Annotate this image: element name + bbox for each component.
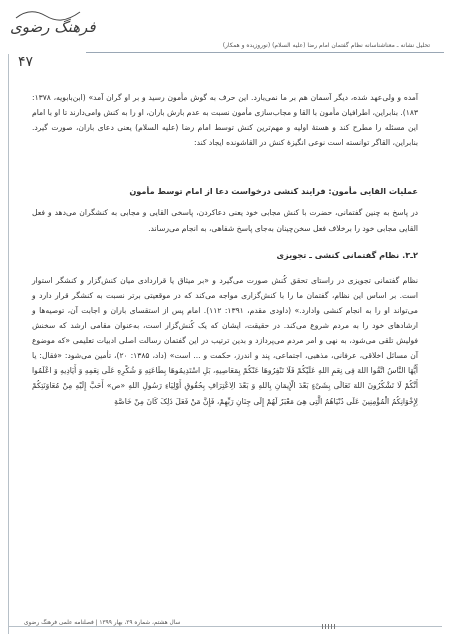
side-rule <box>8 54 9 634</box>
page-header <box>0 0 450 70</box>
running-head: تحلیل نشانه ـ معناشناسانه نظام گفتمان امام رضا (علیه السلام) (نوروزیده و همکار) <box>222 42 430 49</box>
paragraph-3: نظام گفتمانی تجویزی در راستای تحقق کُنش صورت می‌گیرد و «بر میثاق یا قراردادی میان کنش‌گزار و کنشگر استوار است. بر اساس این نظام، گفتمان ما را با کنش‌گزاری مواجه می‌کند که در موقعیتی برتر نسبت به کنشگر قرار دارد و می‌تواند او را به انجام کنشی وادارد.» (داودی مقدم، ۱۳۹۱: ۱۱۲). امام پس از استقسای باران و اجابت آن، توصیه‌ها و ارشادهای خود را به مردم شروع می‌کند. در حقیقت، ایشان که یک کُنش‌گزار است، به‌عنوان مقامی ارشد که سخنش فولیش تلقی می‌شود، به نهی و امر مردم می‌پردازد و بدین ترتیب در این گفتمان رسالت اصلی ادبیات تعلیمی «که موضوع آن مسائل اخلاقی، عرفانی، مذهبی، اجتماعی، پند و اندرز، حکمت و ... است» (داد، ۱۳۸۵: ۲۰)، تأمین می‌شود: «فقال: یا أَیُّهَا النَّاسُ اتَّقُوا اللهَ فِی نِعَمِ اللهِ عَلَیْکُمْ فَلَا تَنْفِرُوهَا عَنْکُمْ بِمَعَاصِیهِ، بَلِ اسْتَدِیمُوهَا بِطَاعَتِهِ وَ شُکْرِهِ عَلَی نِعَمِهِ وَ أَیَادِیهِ وَ اعْلَمُوا أَنَّکُمْ لَا تَشْکُرُونَ اللهَ تَعَالَی بِشَیْءٍ بَعْدَ الْإِیمَانِ بِاللهِ وَ بَعْدَ الِاعْتِرَافِ بِحُقُوقِ أَوْلِیَاءِ رَسُولِ اللهِ «ص» أَحَبَّ إِلَیْهِ مِنْ مُعَاوَنَتِکُمْ لِإِخْوَانِکُمُ الْمُؤْمِنِینَ عَلَی دُنْیَاهُمُ الَّتِی هِیَ مَعْبَرٌ لَهُمْ إِلَی جِنَانِ رَبِّهِمْ، فَإِنَّ مَنْ فَعَلَ ذَلِکَ کَانَ مِنْ خَاصَّةِ <box>32 275 418 406</box>
page-footer <box>8 620 442 634</box>
section-heading: ۲ـ۳. نظام گفتمانی کنشی ـ تجویزی <box>276 249 418 260</box>
footer-ornament-icon <box>322 622 442 630</box>
page-number: ۴۷ <box>18 54 34 70</box>
paragraph-2: در پاسخ به چنین گفتمانی، حضرت با کنش مجابی خود یعنی دعاکردن، پاسخی القایی و مجابی به کنشگران می‌دهد و فعل القایی مجابی خود را برخلاف فعل سخن‌چینان به‌جای پاسخ شفاهی، به انجام می‌رساند. <box>32 208 418 233</box>
paragraph-1: آمده و ولی‌عهد شده، دیگر آسمان هم بر ما نمی‌بارد. این حرف به گوش مأمون رسید و بر او گران آمد» (ابن‌بابویه، ۱۳۷۸: ۱۸۳). بنابراین، اطرافیان مأمون با القا و مجاب‌سازی مأمون نسبت به عدم بارش باران، او را به کنش وامی‌دارند تا او با امام این مسئله را مطرح کند و هستهٔ اولیه و مهم‌ترین کنش توسط امام رضا (علیه السلام) یعنی دعای باران، صورت گیرد. بنابراین، القاگر توانسته است نوعی انگیزهٔ کنش در القاشونده ایجاد کند: <box>32 93 418 148</box>
journal-logo: فرهنگ رضوی <box>10 18 96 36</box>
header-rule <box>86 52 444 53</box>
article-body <box>32 90 418 409</box>
footer-text: سال هشتم، شماره ۲۹، بهار ۱۳۹۹ | فصلنامه علمی فرهنگ رضوی <box>20 620 184 626</box>
subheading-operation: عملیات القایی مأمون: فرایند کنشی درخواست دعا از امام توسط مأمون <box>129 186 418 197</box>
